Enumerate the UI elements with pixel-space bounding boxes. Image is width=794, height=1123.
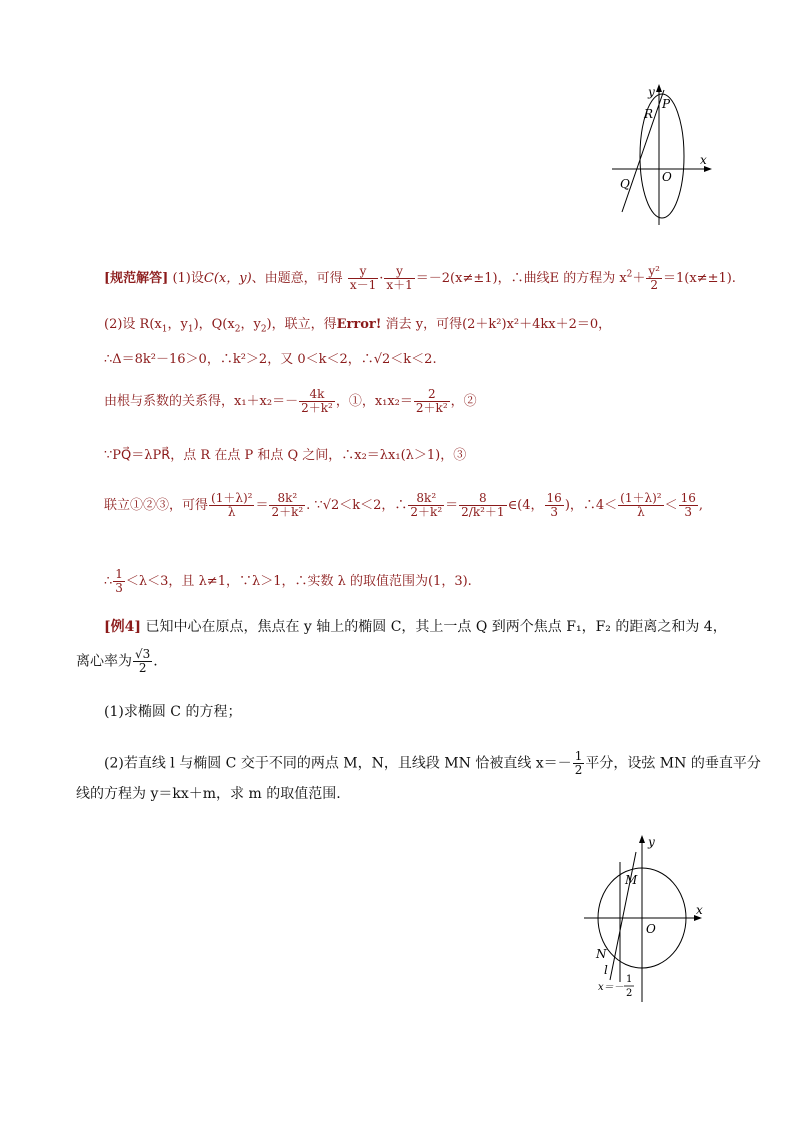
text: . <box>153 653 158 670</box>
text: ，y <box>167 317 188 332</box>
line-l <box>610 852 636 980</box>
figure-ellipse-pqr <box>600 80 720 230</box>
text: 由根与系数的关系得，x₁＋x₂＝－ <box>104 394 299 409</box>
fraction <box>408 492 444 519</box>
denominator: 2＋k² <box>301 401 333 415</box>
denominator: x＋1 <box>386 278 413 292</box>
fraction <box>545 492 564 519</box>
solution-heading: [规范解答] <box>104 271 169 286</box>
label-o: O <box>662 170 672 184</box>
figure-ellipse-mn <box>580 830 710 1005</box>
fraction <box>679 492 698 519</box>
fraction <box>299 388 335 415</box>
text: C(x，y) <box>203 271 252 286</box>
text: ＝ <box>255 498 269 513</box>
label-y: y <box>648 835 655 849</box>
example4-question-3: 线的方程为 y＝kx＋m，求 m 的取值范围. <box>76 786 341 802</box>
example4-question-2 <box>104 750 761 777</box>
numerator: √3 <box>135 647 151 661</box>
label-frac-den: 2 <box>626 988 633 999</box>
y-axis-arrow <box>656 84 662 92</box>
numerator: 16 <box>680 491 696 505</box>
denominator: λ <box>227 505 236 519</box>
label-x: x <box>696 903 703 917</box>
fraction <box>113 568 125 595</box>
y-axis-arrow <box>639 835 645 843</box>
numerator: y² <box>648 264 660 278</box>
numerator: (1＋λ)² <box>620 491 662 505</box>
text: ，y <box>240 317 261 332</box>
label-eq: x＝－ <box>598 982 624 993</box>
denominator: 3 <box>115 581 123 595</box>
denominator: 2 <box>650 278 659 292</box>
denominator: 2＋k² <box>271 505 304 519</box>
denominator: x－1 <box>349 278 377 292</box>
denominator: 3 <box>550 505 558 519</box>
numerator: (1＋λ)² <box>211 491 253 505</box>
numerator: 4k <box>299 388 335 402</box>
text: )，联立，得 <box>266 317 337 332</box>
text: 、由题意，可得 <box>251 271 343 286</box>
example4-line-1 <box>104 618 727 636</box>
error-text: Error! <box>336 317 382 332</box>
text: · <box>379 271 384 286</box>
text: . ∵√2＜k＜2，∴ <box>306 498 408 513</box>
fraction <box>618 492 663 519</box>
fraction <box>209 492 254 519</box>
text: 消去 y，可得(2＋k²)x²＋4kx＋2＝0， <box>381 317 612 332</box>
text: ，② <box>450 394 477 409</box>
label-n: N <box>596 947 607 961</box>
text: ＜ <box>664 498 678 513</box>
text: )，∴4＜ <box>564 498 618 513</box>
label-q: Q <box>620 177 630 191</box>
numerator: 16 <box>546 491 562 505</box>
fraction <box>646 265 662 292</box>
solution-line-1: [规范解答] (1)设C(x，y)、由题意，可得 $\frac{y}{x-1}$ · $\frac{y}{x+1}$ ＝－2(x≠±1)，∴曲线E 的方程为 $x^2+$ $\frac{\text{y²}}{2}$ ＝1(x≠±1). <box>104 264 736 292</box>
text: ＝－2(x≠±1)，∴曲线E 的方程为 x <box>415 271 627 286</box>
line-pq <box>622 90 664 212</box>
label-o: O <box>646 922 656 936</box>
label-m: M <box>625 873 638 887</box>
label-x: x <box>700 153 707 167</box>
denominator: 2/k²＋1 <box>461 505 505 519</box>
text: 联立①②③，可得 <box>104 498 209 513</box>
example4-question-1: (1)求椭圆 C 的方程； <box>104 704 242 720</box>
label-l: l <box>604 963 608 977</box>
text: ＝1(x≠±1). <box>663 271 736 286</box>
fraction <box>573 750 585 777</box>
fraction <box>269 492 305 519</box>
fraction <box>414 388 450 415</box>
text: ，①，x₁x₂＝ <box>335 394 413 409</box>
numerator: 8k² <box>269 492 305 506</box>
example-tag: [例4] <box>104 619 141 635</box>
solution-line-6 <box>104 492 703 519</box>
denominator: 2＋k² <box>410 505 443 519</box>
label-y: y <box>648 85 655 99</box>
text: )，Q(x <box>193 317 235 332</box>
numerator: 1 <box>115 567 123 581</box>
numerator: 2 <box>414 388 450 402</box>
label-r: R <box>644 107 654 121</box>
solution-line-5: ∵PQ⃗＝λPR⃗，点 R 在点 P 和点 Q 之间，∴x₂＝λx₁(λ＞1)，③ <box>104 448 467 463</box>
denominator: 3 <box>684 505 693 519</box>
numerator: y <box>384 265 414 279</box>
fraction <box>133 648 152 675</box>
text: ∈(4， <box>507 498 544 513</box>
fraction <box>384 265 414 292</box>
text: ＜λ＜3，且 λ≠1，∵λ＞1，∴实数 λ 的取值范围为(1，3). <box>125 574 472 589</box>
solution-line-7 <box>104 568 472 595</box>
solution-line-4 <box>104 388 477 415</box>
text: (2)设 R(x <box>104 317 162 332</box>
label-p: P <box>662 97 671 111</box>
text: ＋ <box>632 271 646 286</box>
numerator: y <box>348 265 378 279</box>
numerator: 8k² <box>408 492 444 506</box>
denominator: λ <box>637 505 645 519</box>
text: ∴ <box>104 574 113 589</box>
numerator: 8 <box>459 492 506 506</box>
solution-line-2: (2)设 $R(x_1$，$y_1$)，$Q(x_2$，$y_2$)，联立，得Error! 消去 y，可得(2＋k²)x²＋4kx＋2＝0， <box>104 317 612 335</box>
denominator: 2＋k² <box>415 401 448 415</box>
denominator: 2 <box>574 763 583 777</box>
denominator: 2 <box>138 661 147 675</box>
solution-line-3: ∴Δ＝8k²－16＞0，∴k²＞2，又 0＜k＜2，∴√2＜k＜2. <box>104 352 437 367</box>
text: (1)设 <box>172 271 204 286</box>
label-frac-num: 1 <box>626 974 633 985</box>
fraction <box>348 265 378 292</box>
text: ＝ <box>445 498 459 513</box>
numerator: 1 <box>574 749 583 763</box>
example4-line-2 <box>76 648 158 675</box>
text: 已知中心在原点，焦点在 y 轴上的椭圆 C，其上一点 Q 到两个焦点 F₁，F₂ 的距离之和为 4， <box>141 619 727 635</box>
text: (2)若直线 l 与椭圆 C 交于不同的两点 M，N，且线段 MN 恰被直线 x＝－ <box>104 755 572 772</box>
text: , <box>698 498 704 513</box>
text: 平分，设弦 MN 的垂直平分 <box>585 755 761 772</box>
text: 离心率为 <box>76 653 132 670</box>
fraction <box>459 492 506 519</box>
